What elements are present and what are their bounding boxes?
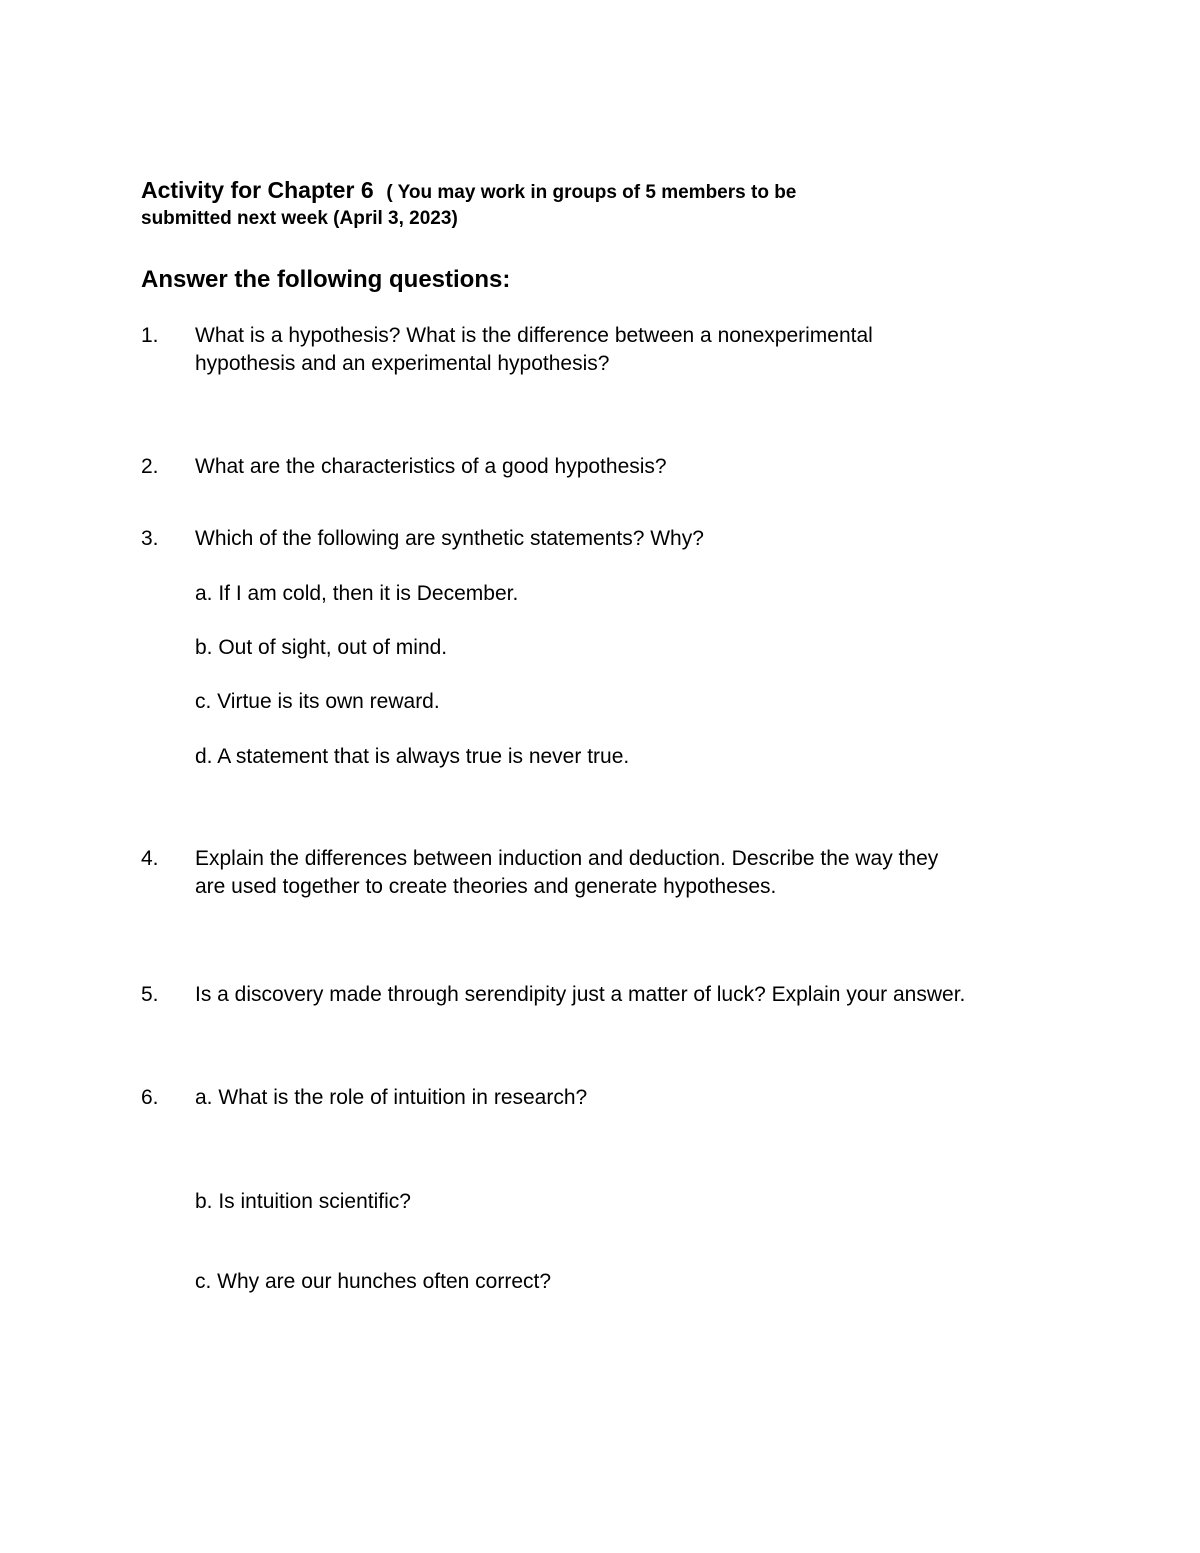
title-main: Activity for Chapter 6	[141, 177, 374, 203]
question-text: What is a hypothesis? What is the difference between a nonexperimental	[195, 324, 873, 347]
question-number: 5.	[141, 983, 159, 1006]
sub-question: c. Why are our hunches often correct?	[195, 1270, 552, 1293]
question-text: hypothesis and an experimental hypothesis?	[195, 352, 610, 375]
question-number: 3.	[141, 527, 159, 550]
question-text: a. What is the role of intuition in research?	[195, 1086, 588, 1109]
sub-question: c. Virtue is its own reward.	[195, 690, 440, 713]
sub-question: d. A statement that is always true is never true.	[195, 745, 630, 768]
activity-title	[141, 176, 796, 207]
question-text: Explain the differences between induction and deduction. Describe the way they	[195, 847, 939, 870]
sub-question: b. Out of sight, out of mind.	[195, 636, 448, 659]
instructions-heading: Answer the following questions:	[141, 266, 511, 293]
question-number: 1.	[141, 324, 159, 347]
title-note: ( You may work in groups of 5 members to be	[386, 182, 797, 203]
question-number: 6.	[141, 1086, 159, 1109]
sub-question: b. Is intuition scientific?	[195, 1190, 411, 1213]
question-number: 2.	[141, 455, 159, 478]
sub-question: a. If I am cold, then it is December.	[195, 582, 519, 605]
question-text: What are the characteristics of a good hypothesis?	[195, 455, 667, 478]
title-note-continued: submitted next week (April 3, 2023)	[141, 208, 458, 229]
question-text: Is a discovery made through serendipity just a matter of luck? Explain your answer.	[195, 983, 966, 1006]
question-text: Which of the following are synthetic statements? Why?	[195, 527, 704, 550]
question-number: 4.	[141, 847, 159, 870]
question-text: are used together to create theories and generate hypotheses.	[195, 875, 777, 898]
